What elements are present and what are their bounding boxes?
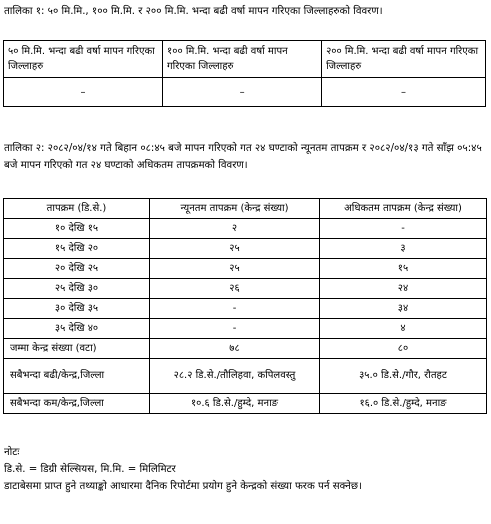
rainfall-table bbox=[3, 40, 486, 107]
highest-label: सबैभन्दा बढी/केन्द्र,जिल्ला bbox=[4, 359, 150, 394]
max-count-cell: ३४ bbox=[320, 299, 487, 319]
table-row bbox=[4, 299, 487, 319]
max-count-cell: - bbox=[320, 219, 487, 239]
table-row bbox=[4, 219, 487, 239]
rainfall-header-200: २०० मि.मि. भन्दा बढी वर्षा मापन गरिएका जिल्लाहरु bbox=[322, 41, 486, 78]
total-label: जम्मा केन्द्र संख्या (वटा) bbox=[4, 339, 150, 359]
temp-range-cell: ३५ देखि ४० bbox=[4, 319, 150, 339]
max-count-cell: ४ bbox=[320, 319, 487, 339]
min-count-cell: २५ bbox=[150, 239, 320, 259]
temp-range-cell: २५ देखि ३० bbox=[4, 279, 150, 299]
table2-caption: तालिका २: २०८२/०४/१४ गते बिहान ०८:४५ बजे मापन गरिएको गत २४ घण्टाको न्यूनतम तापक्रम र २०८२/०४/१३ गते साँझ ०५:४५ बजे मापन गरिएको गत २४ घण्टाको अधिकतम तापक्रमको विवरण। bbox=[4, 143, 482, 171]
max-count-cell: २४ bbox=[320, 279, 487, 299]
temp-range-header: तापक्रम (डि.से.) bbox=[4, 199, 150, 219]
temp-range-cell: २० देखि २५ bbox=[4, 259, 150, 279]
min-total: ७८ bbox=[150, 339, 320, 359]
temperature-table bbox=[3, 198, 487, 414]
min-count-cell: २६ bbox=[150, 279, 320, 299]
rainfall-value-50: – bbox=[4, 78, 163, 107]
notes-section bbox=[0, 444, 487, 495]
rainfall-value-100: – bbox=[163, 78, 322, 107]
min-temp-header: न्यूनतम तापक्रम (केन्द्र संख्या) bbox=[150, 199, 320, 219]
max-total: ८० bbox=[320, 339, 487, 359]
table-row bbox=[4, 78, 486, 107]
table-row bbox=[4, 319, 487, 339]
highest-max-value: ३५.० डि.से./गौर, रौतहट bbox=[320, 359, 487, 394]
min-count-cell: २५ bbox=[150, 259, 320, 279]
rainfall-header-100: १०० मि.मि. भन्दा बढी वर्षा मापन गरिएका जिल्लाहरु bbox=[163, 41, 322, 78]
notes-title: नोटः bbox=[4, 447, 20, 458]
table-row bbox=[4, 239, 487, 259]
rainfall-header-50: ५० मि.मि. भन्दा बढी वर्षा मापन गरिएका जिल्लाहरु bbox=[4, 41, 163, 78]
temp-range-cell: ३० देखि ३५ bbox=[4, 299, 150, 319]
table-header-row bbox=[4, 199, 487, 219]
min-count-cell: - bbox=[150, 319, 320, 339]
min-count-cell: २ bbox=[150, 219, 320, 239]
temp-range-cell: १० देखि १५ bbox=[4, 219, 150, 239]
highest-row bbox=[4, 359, 487, 394]
table1-caption: तालिका १: ५० मि.मि., १०० मि.मि. र २०० मि.मि. भन्दा बढी वर्षा मापन गरिएका जिल्लाहरुको विवरण। bbox=[4, 6, 383, 17]
max-count-cell: १५ bbox=[320, 259, 487, 279]
lowest-max-value: १६.० डि.से./हुम्दे, मनाङ bbox=[320, 394, 487, 414]
table-row bbox=[4, 259, 487, 279]
table-row bbox=[4, 41, 486, 78]
notes-units: डि.से. = डिग्री सेल्सियस, मि.मि. = मिलिमिटर bbox=[4, 464, 176, 475]
min-count-cell: - bbox=[150, 299, 320, 319]
notes-disclaimer: डाटाबेसमा प्राप्त हुने तथ्याङ्को आधारमा दैनिक रिपोर्टमा प्रयोग हुने केन्द्रको संख्या फरक पर्न सक्नेछ। bbox=[4, 481, 362, 492]
max-count-cell: ३ bbox=[320, 239, 487, 259]
highest-min-value: २८.२ डि.से./तौलिहवा, कपिलवस्तु bbox=[150, 359, 320, 394]
lowest-label: सबैभन्दा कम/केन्द्र,जिल्ला bbox=[4, 394, 150, 414]
max-temp-header: अधिकतम तापक्रम (केन्द्र संख्या) bbox=[320, 199, 487, 219]
temp-range-cell: १५ देखि २० bbox=[4, 239, 150, 259]
total-row bbox=[4, 339, 487, 359]
lowest-row bbox=[4, 394, 487, 414]
lowest-min-value: १०.६ डि.से./हुम्दे, मनाङ bbox=[150, 394, 320, 414]
table-row bbox=[4, 279, 487, 299]
rainfall-value-200: – bbox=[322, 78, 486, 107]
